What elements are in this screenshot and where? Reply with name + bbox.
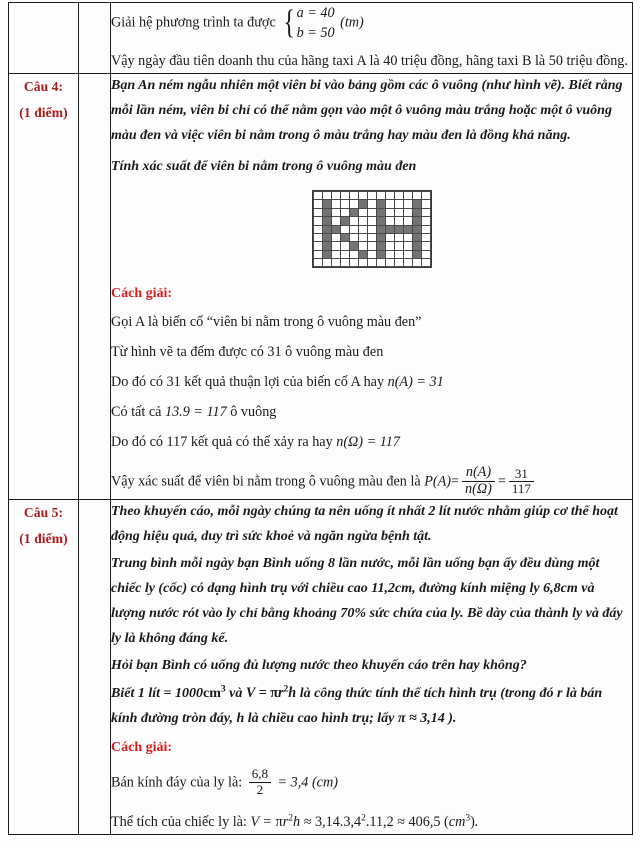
total-prefix: Có tất cả: [111, 404, 162, 421]
grid-cell-white: [367, 208, 376, 216]
grid-cell-white: [385, 208, 394, 216]
grid-cell-white: [403, 200, 412, 208]
grid-cell-white: [394, 191, 403, 199]
probability-prefix: Vậy xác suất để viên bi nằm trong ô vuông màu đen là: [111, 474, 421, 491]
table-row: [9, 74, 633, 500]
question-5-number: Câu 5:: [23, 505, 64, 521]
grid-cell-black: [340, 217, 349, 225]
grid-row: [313, 233, 430, 241]
question-4-number: Câu 4:: [23, 79, 64, 95]
question-4-body: [111, 74, 633, 500]
tm-note: (tm): [340, 14, 364, 31]
grid-cell-white: [385, 217, 394, 225]
grid-cell-white: [394, 217, 403, 225]
grid-cell-white: [331, 233, 340, 241]
grid-cell-black: [376, 200, 385, 208]
grid-cell-black: [358, 250, 367, 258]
grid-cell-black: [412, 200, 421, 208]
question-4-nA-line: [111, 371, 632, 394]
grid-cell-white: [349, 217, 358, 225]
solve-system-prefix: Giải hệ phương trình ta được: [111, 14, 276, 31]
equation-b: b = 50: [296, 25, 335, 42]
grid-cell-white: [403, 250, 412, 258]
fraction-denominator: n(Ω): [462, 481, 495, 498]
fraction-numerator: n(A): [465, 464, 492, 481]
grid-cell-white: [322, 191, 331, 199]
grid-cell-white: [412, 191, 421, 199]
omega-math: n(Ω) = 117: [336, 434, 400, 451]
grid-cell-white: [421, 250, 430, 258]
question-4-statement-1: Bạn An ném ngẫu nhiên một viên bi vào bảng gồm các ô vuông (như hình vẽ). Biết rằng mỗi lần ném, viên bi chỉ có thể nằm gọn vào một ô vuông màu trắng hoặc một ô vuông màu đen và việc viên bi nằm trong ô màu trắng hay màu đen là đồng khả năng.: [111, 78, 623, 144]
grid-cell-white: [358, 191, 367, 199]
grid-cell-white: [421, 208, 430, 216]
grid-cell-white: [394, 242, 403, 250]
grid-cell-white: [313, 191, 322, 199]
grid-cell-white: [367, 217, 376, 225]
grid-cell-white: [358, 233, 367, 241]
grid-cell-white: [385, 250, 394, 258]
grid-cell-white: [412, 259, 421, 267]
grid-cell-black: [376, 250, 385, 258]
probability-fraction-1: [462, 465, 495, 498]
row-gap-cell: [79, 3, 111, 74]
grid-cell-black: [376, 208, 385, 216]
question-5-statement-1: Theo khuyến cáo, mỗi ngày chúng ta nên uống ít nhất 2 lít nước nhằm giúp cơ thể hoạt động hiệu quả, duy trì sức khoẻ và ngăn ngừa bệnh tật.: [111, 504, 618, 545]
fraction-denominator: 2: [249, 782, 271, 798]
grid-cell-white: [349, 191, 358, 199]
grid-cell-black: [340, 233, 349, 241]
grid-cell-white: [358, 208, 367, 216]
square-grid-table: [313, 191, 431, 268]
grid-cell-black: [322, 200, 331, 208]
question-4-solution-heading: Cách giải:: [111, 286, 173, 302]
grid-cell-white: [385, 242, 394, 250]
grid-cell-white: [340, 191, 349, 199]
question-5-points: (1 điểm): [19, 530, 68, 546]
grid-cell-white: [331, 208, 340, 216]
grid-cell-black: [394, 225, 403, 233]
grid-cell-black: [322, 217, 331, 225]
grid-cell-white: [385, 191, 394, 199]
grid-row: [313, 259, 430, 267]
grid-cell-white: [331, 250, 340, 258]
grid-cell-white: [421, 233, 430, 241]
grid-cell-white: [358, 217, 367, 225]
grid-row: [313, 191, 430, 199]
grid-cell-white: [367, 191, 376, 199]
grid-cell-black: [412, 225, 421, 233]
given-explanation: là công thức tính thể tích hình trụ (trong đó r là bán kính đường tròn đáy, h là chiều cao hình trụ; lấy π ≈ 3,14 ).: [111, 685, 603, 726]
grid-cell-white: [340, 225, 349, 233]
question-4-points: (1 điểm): [19, 104, 68, 120]
equation-a: a = 40: [296, 5, 335, 21]
question-4-label-cell: [9, 74, 79, 500]
grid-cell-white: [313, 259, 322, 267]
grid-cell-white: [376, 259, 385, 267]
grid-cell-white: [367, 233, 376, 241]
table-row: [9, 3, 633, 74]
question-5-statement-3: Hỏi bạn Bình có uống đủ lượng nước theo khuyến cáo trên hay không?: [111, 657, 527, 673]
grid-cell-white: [394, 200, 403, 208]
conclusion-line: Vậy ngày đầu tiên doanh thu của hãng taxi A là 40 triệu đồng, hãng taxi B là 50 triệu đồng.: [111, 53, 628, 70]
fraction-numerator: 31: [514, 465, 528, 481]
grid-cell-white: [313, 225, 322, 233]
row-body-cell: [111, 3, 633, 74]
grid-cell-white: [367, 259, 376, 267]
grid-cell-white: [367, 250, 376, 258]
grid-cell-white: [394, 208, 403, 216]
question-4-total-line: [111, 401, 632, 424]
grid-cell-white: [313, 233, 322, 241]
grid-cell-white: [313, 208, 322, 216]
grid-cell-black: [376, 233, 385, 241]
grid-cell-black: [349, 242, 358, 250]
grid-cell-white: [403, 233, 412, 241]
grid-row: [313, 208, 430, 216]
grid-cell-black: [376, 217, 385, 225]
question-5-statement-2: Trung bình mỗi ngày bạn Bình uống 8 lần nước, mỗi lần uống bạn ấy đều dùng một chiếc ly (cốc) có dạng hình trụ với chiều cao 11,2cm, đường kính miệng ly 6,8cm và lượng nước rót vào ly chỉ bằng khoảng 70% sức chứa của ly. Bề dày của thành ly và đáy ly là không đáng kể.: [111, 556, 623, 646]
grid-cell-white: [385, 200, 394, 208]
question-4-statement-2: Tính xác suất để viên bi nằm trong ô vuông màu đen: [111, 159, 417, 175]
grid-cell-white: [385, 233, 394, 241]
fraction-denominator: 117: [509, 481, 534, 497]
grid-cell-white: [421, 217, 430, 225]
equation-system: [281, 3, 334, 43]
grid-cell-white: [349, 225, 358, 233]
grid-cell-black: [349, 208, 358, 216]
grid-cell-white: [349, 250, 358, 258]
grid-cell-white: [385, 259, 394, 267]
grid-cell-white: [421, 191, 430, 199]
grid-cell-black: [412, 208, 421, 216]
grid-cell-black: [322, 225, 331, 233]
question-4-solution-line-2: Từ hình vẽ ta đếm được có 31 ô vuông màu đen: [111, 344, 384, 361]
grid-cell-white: [340, 242, 349, 250]
square-grid-figure: [312, 190, 432, 269]
given-liter: Biết 1 lít = 1000: [111, 685, 203, 701]
volume-math: $V = \pi r^2h \approx 3,14.3,4^2.11,2 \approx 406,5$ $(cm^3)$.: [250, 812, 479, 830]
grid-cell-white: [421, 259, 430, 267]
grid-cell-black: [412, 217, 421, 225]
total-suffix: ô vuông: [230, 404, 277, 421]
row-gap-cell: [79, 74, 111, 500]
solve-system-line: [111, 3, 632, 43]
radius-result: = 3,4 (cm): [277, 774, 338, 791]
grid-cell-white: [367, 225, 376, 233]
grid-cell-white: [313, 217, 322, 225]
grid-cell-white: [331, 259, 340, 267]
grid-row: [313, 242, 430, 250]
question-4-probability-line: Vậy xác suất để viên bi nằm trong ô vuông màu đen là P(A)= $\frac{n(A)}{n(\Omega)}$ = $\frac{31}{117}$: [111, 466, 632, 499]
grid-cell-black: [403, 225, 412, 233]
answer-key-table: [8, 2, 633, 835]
grid-cell-white: [403, 208, 412, 216]
nA-prefix: Do đó có 31 kết quả thuận lợi của biến cố A hay: [111, 374, 385, 391]
grid-cell-white: [421, 242, 430, 250]
probability-fraction-2: [509, 467, 534, 497]
grid-cell-white: [331, 242, 340, 250]
question-4-omega-line: [111, 431, 632, 454]
grid-cell-black: [331, 225, 340, 233]
left-brace-icon: {: [283, 4, 296, 42]
given-and: và: [229, 685, 243, 701]
total-math: 13.9 = 117: [164, 404, 227, 421]
grid-cell-white: [349, 259, 358, 267]
row-label-cell: [9, 3, 79, 74]
grid-cell-black: [412, 250, 421, 258]
grid-cell-white: [322, 259, 331, 267]
probability-lhs: P(A): [424, 474, 452, 491]
figure-container: [111, 190, 632, 274]
volume-prefix: Thể tích của chiếc ly là:: [111, 813, 247, 830]
grid-cell-black: [376, 242, 385, 250]
nA-math: n(A) = 31: [387, 374, 444, 391]
grid-cell-black: [322, 208, 331, 216]
grid-cell-white: [331, 217, 340, 225]
grid-cell-white: [313, 242, 322, 250]
grid-cell-white: [340, 250, 349, 258]
grid-cell-white: [367, 242, 376, 250]
question-5-volume-line: [111, 811, 632, 834]
grid-row: [313, 200, 430, 208]
grid-cell-white: [394, 233, 403, 241]
grid-cell-white: [358, 225, 367, 233]
grid-cell-black: [412, 242, 421, 250]
given-cm-unit: cm: [202, 685, 221, 701]
grid-cell-white: [376, 191, 385, 199]
question-5-solution-heading: Cách giải:: [111, 740, 173, 756]
grid-cell-white: [403, 217, 412, 225]
question-5-body: [111, 500, 633, 834]
grid-cell-white: [367, 200, 376, 208]
question-5-given-line: Biết 1 lít = $1000cm^3$ và $V = \pi r^2h$ là công thức tính thể tích hình trụ (trong đó r là bán kính đường tròn đáy, h là chiều cao hình trụ; lấy π ≈ 3,14 ).: [111, 683, 603, 726]
grid-cell-white: [313, 250, 322, 258]
grid-cell-white: [421, 225, 430, 233]
grid-cell-white: [349, 200, 358, 208]
cylinder-volume-formula: $V = \pi r^2h$: [245, 683, 297, 701]
fraction-numerator: 6,8: [251, 766, 268, 782]
grid-cell-white: [358, 259, 367, 267]
radius-prefix: Bán kính đáy của ly là:: [111, 774, 243, 791]
question-4-solution-line-1: Gọi A là biến cố “viên bi nằm trong ô vuông màu đen”: [111, 314, 422, 331]
grid-cell-white: [331, 200, 340, 208]
omega-prefix: Do đó có 117 kết quả có thể xảy ra hay: [111, 434, 333, 451]
table-row: [9, 500, 633, 834]
grid-cell-white: [394, 250, 403, 258]
row-gap-cell: [79, 500, 111, 834]
grid-cell-black: [412, 233, 421, 241]
grid-row: [313, 217, 430, 225]
grid-cell-white: [403, 242, 412, 250]
grid-cell-white: [394, 259, 403, 267]
question-5-label-cell: [9, 500, 79, 834]
grid-cell-white: [340, 259, 349, 267]
radius-fraction: [249, 767, 271, 797]
grid-cell-black: [358, 200, 367, 208]
grid-cell-white: [358, 242, 367, 250]
grid-cell-black: [322, 233, 331, 241]
grid-row: [313, 250, 430, 258]
grid-cell-white: [340, 200, 349, 208]
grid-cell-white: [421, 200, 430, 208]
grid-cell-black: [322, 242, 331, 250]
grid-cell-white: [313, 200, 322, 208]
grid-cell-white: [331, 191, 340, 199]
question-5-radius-line: [111, 768, 632, 798]
grid-cell-white: [349, 233, 358, 241]
grid-cell-black: [385, 225, 394, 233]
grid-cell-black: [322, 250, 331, 258]
grid-row: [313, 225, 430, 233]
grid-cell-white: [340, 208, 349, 216]
grid-cell-white: [403, 259, 412, 267]
grid-cell-black: [376, 225, 385, 233]
grid-cell-white: [403, 191, 412, 199]
